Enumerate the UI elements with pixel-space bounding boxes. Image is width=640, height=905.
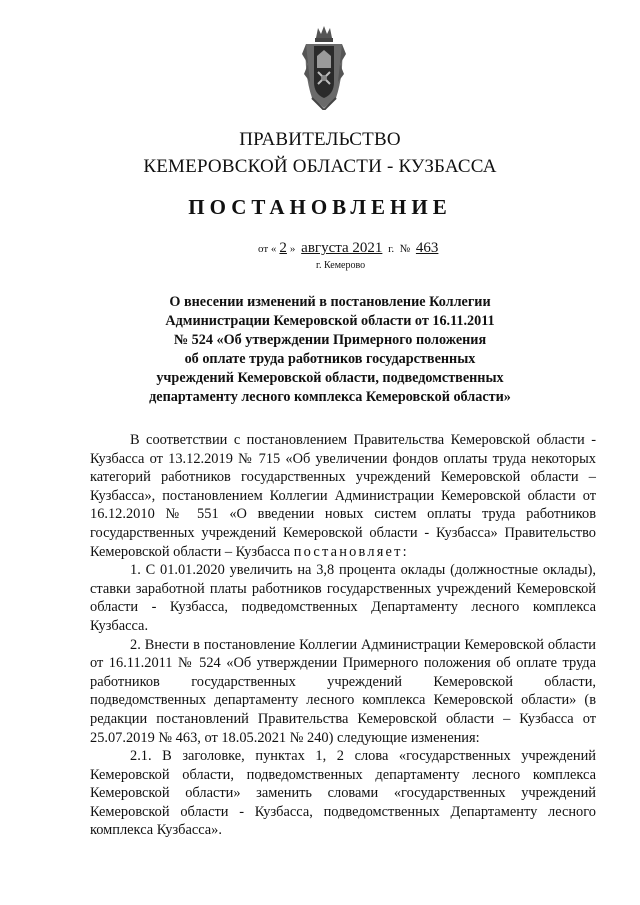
subject-line: об оплате труда работников государственных — [184, 351, 476, 368]
paragraph-preamble — [90, 431, 596, 561]
preamble-text: В соответствии с постановлением Правительства Кемеровской области - Кузбасса от 13.12.2019 № 715 «Об увеличении фондов оплаты труда некоторых категорий работников государственных учреждений Кемеровской области – Кузбасса», постановлением Коллегии Администрации Кемеровской области от 16.12.2010 № 551 «О введении новых систем оплаты труда работников государственных учреждений Кемеровской области - Кузбасса» Правительство Кемеровской области – Кузбасса — [90, 432, 596, 560]
org-title-line2: КЕМЕРОВСКОЙ ОБЛАСТИ - КУЗБАССА — [143, 156, 497, 177]
subject-line: № 524 «Об утверждении Примерного положения — [173, 332, 487, 349]
document-number: 463 — [415, 240, 439, 256]
city-label: г. Кемерово — [316, 260, 366, 271]
paragraph-item-2: 2. Внести в постановление Коллегии Администрации Кемеровской области от 16.11.2011 № 524 «Об утверждении Примерного положения об оплате труда работников государственных учреждений Кемеровской области, подведомственных департаменту лесного комплекса Кемеровской области» (в редакции постановлений Правительства Кемеровской области – Кузбасса от 25.07.2019 № 463, от 18.05.2021 № 240) следующие изменения: — [90, 636, 596, 746]
subject-line: О внесении изменений в постановление Коллегии — [169, 294, 491, 310]
decree-word: постановляет: — [293, 543, 409, 560]
subject-line: департаменту лесного комплекса Кемеровской области» — [149, 389, 511, 406]
document-body — [90, 431, 596, 840]
date-close-quote: » — [289, 243, 296, 255]
document-subject — [130, 293, 530, 408]
subject-line: Администрации Кемеровской области от 16.11.2011 — [165, 313, 495, 330]
document-type-title: ПОСТАНОВЛЕНИЕ — [188, 195, 452, 219]
date-month-year: августа 2021 — [301, 240, 383, 256]
subject-line: учреждений Кемеровской области, подведомственных — [156, 370, 504, 387]
paragraph-item-2-1: 2.1. В заголовке, пунктах 1, 2 слова «государственных учреждений Кемеровской области, подведомственных департаменту лесного комплекса Кемеровской области» заменить словами «государственных учреждений Кемеровской области - Кузбасса, подведомственных Департаменту лесного комплекса Кузбасса». — [90, 748, 596, 839]
paragraph-item-1: 1. С 01.01.2020 увеличить на 3,8 процента оклады (должностные оклады), ставки заработной платы работников государственных учреждений Кемеровской области - Кузбасса, подведомственных Департаменту лесного комплекса Кузбасса. — [90, 562, 596, 634]
number-sign: № — [399, 243, 411, 255]
coat-of-arms-icon — [302, 24, 346, 110]
date-number-line — [258, 240, 441, 257]
date-day: 2 — [279, 240, 287, 256]
date-year-suffix: г. — [388, 243, 395, 255]
date-from-label: от « — [258, 243, 277, 255]
org-title-line1: ПРАВИТЕЛЬСТВО — [239, 129, 401, 150]
